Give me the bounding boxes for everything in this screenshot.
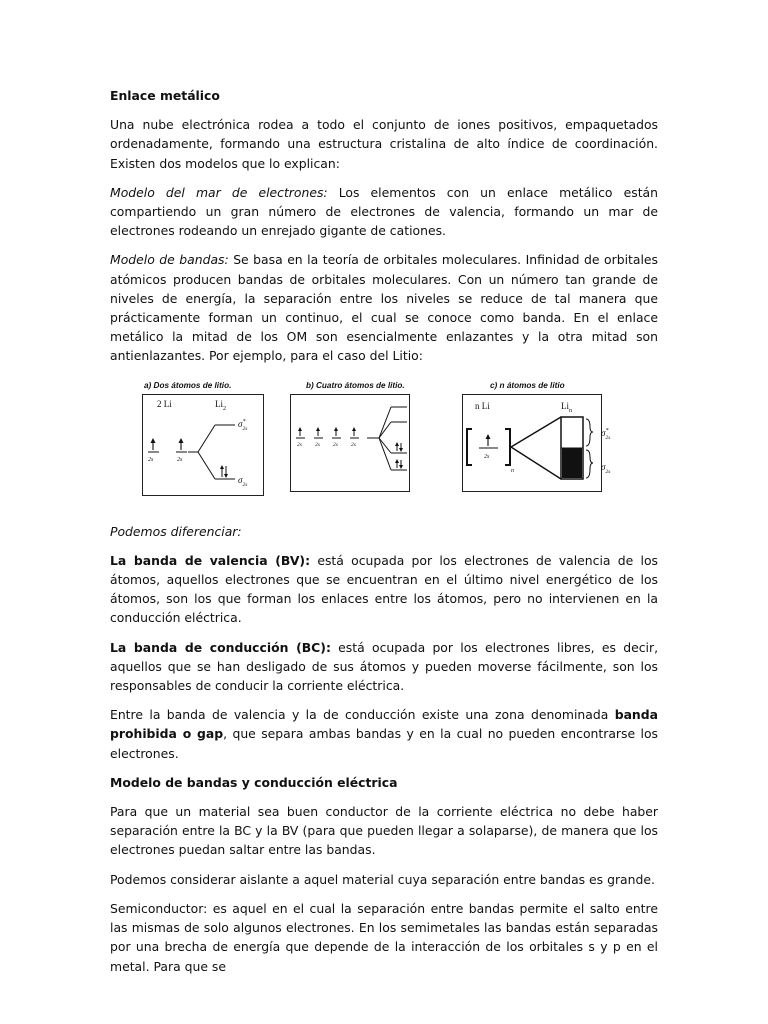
term-mar-electrones: Modelo del mar de electrones:	[110, 184, 328, 200]
fig-b-orbital-4: 2s	[351, 441, 356, 448]
fig-c-sigma-star: σ	[601, 427, 606, 438]
fig-c-label-right: Li	[561, 400, 569, 411]
text-banda-valencia: está ocupada por los electrones de valencia de los átomos, aquellos electrones que se encuentran en el último nivel energético de los átomos, son los que forman los enlaces entre los átomos, pero no intervienen en la conducción eléctrica.	[110, 552, 659, 626]
section-title-enlace-metalico: Enlace metálico	[110, 88, 220, 103]
caption-figure-a: a) Dos átomos de litio.	[144, 380, 232, 390]
fig-c-orbital: 2s	[484, 453, 490, 460]
fig-a-label-right-sub: 2	[223, 405, 226, 412]
fig-b-atomic-orbitals	[296, 427, 359, 438]
fig-c-sigma-star-sub: 2s	[605, 434, 611, 441]
fig-a-sigma-sub: 2s	[242, 481, 248, 488]
term-banda-conduccion: La banda de conducción (BC):	[110, 639, 331, 655]
svg-text:σ2s	[238, 475, 247, 488]
fig-a-sigma-star: σ	[238, 418, 243, 429]
fig-c-sigma: σ	[601, 461, 606, 472]
text-banda-prohibida-b: , que separa ambas bandas y en la cual no pueden encontrarse los electrones.	[110, 726, 658, 761]
figure-a-diagram	[142, 394, 264, 496]
text-banda-prohibida-a: Entre la banda de valencia y la de conducción existe una zona denominada	[110, 707, 615, 723]
paragraph-semiconductor: Semiconductor: es aquel en el cual la separación entre bandas permite el salto entre las mismas de solo algunos electrones. En los semimetales las bandas están separadas por una brecha de energía que depende de la interacción de los orbitales s y p en el metal. Para que se	[110, 900, 658, 974]
paragraph-banda-prohibida	[110, 705, 658, 763]
fig-b-orbital-2: 2s	[315, 441, 320, 448]
fig-c-label-left: n Li	[475, 400, 490, 411]
fig-a-sigma-star-sub: 2s	[242, 425, 248, 432]
svg-text:Lin	[561, 401, 572, 414]
figure-c-diagram	[462, 394, 602, 492]
term-banda-prohibida: banda prohibida o gap	[110, 707, 658, 742]
fig-b-orbital-1: 2s	[297, 441, 302, 448]
paragraph-intro: Una nube electrónica rodea a todo el conjunto de iones positivos, empaquetados ordenadamente, formando una estructura cristalina de alto índice de coordinación. Existen dos modelos que lo explican:	[110, 117, 658, 171]
fig-c-sigma-star-mark: *	[605, 427, 609, 434]
text-modelo-bandas: Se basa en la teoría de orbitales moleculares. Infinidad de orbitales atómicos producen bandas de orbitales moleculares. Con un número tan grande de niveles de energía, la separación entre los niveles se reduce de tal manera que prácticamente forman un continuo, el cual se conoce como banda. En el enlace metálico la mitad de los OM son esencialmente enlazantes y la otra mitad son antienlazantes. Por ejemplo, para el caso del Litio:	[110, 252, 658, 364]
fig-c-bracket-sub: n	[511, 467, 514, 474]
fig-a-label-right: Li	[215, 398, 223, 409]
fig-a-orbital-2: 2s	[177, 456, 183, 463]
svg-text:σ2s	[601, 462, 610, 475]
svg-text:Li2	[215, 399, 226, 412]
svg-text:σ*2s	[601, 428, 610, 441]
fig-c-sigma-sub: 2s	[605, 468, 611, 475]
fig-c-label-right-sub: n	[569, 407, 572, 414]
fig-a-label-left: 2 Li	[157, 398, 172, 409]
fig-b-orbital-3: 2s	[333, 441, 338, 448]
fig-a-sigma-star-mark: *	[242, 418, 246, 425]
svg-text:σ*2s	[238, 419, 247, 432]
document-page	[110, 86, 658, 986]
fig-c-sigma-labels	[600, 416, 630, 496]
term-banda-valencia: La banda de valencia (BV):	[110, 552, 311, 568]
paragraph-mar-electrones	[110, 183, 658, 241]
paragraph-aislante: Podemos considerar aislante a aquel material cuya separación entre bandas es grande.	[110, 871, 655, 887]
paragraph-conductor: Para que un material sea buen conductor de la corriente eléctrica no debe haber separación entre la BC y la BV (para que pueden llegar a solaparse), de manera que los electrones puedan saltar entre las bandas.	[110, 804, 658, 858]
text-banda-conduccion: está ocupada por los electrones libres, es decir, aquellos que se han desligado de sus átomos y pueden moverse fácilmente, son los responsables de conducir la corriente eléctrica.	[110, 639, 659, 694]
figure-lithium-orbitals	[110, 376, 658, 506]
fig-a-sigma: σ	[238, 474, 243, 485]
section-title-conduccion: Modelo de bandas y conducción eléctrica	[110, 774, 398, 790]
fig-a-orbital-1: 2s	[148, 456, 154, 463]
paragraph-modelo-bandas	[110, 250, 658, 365]
paragraph-podemos-diferenciar: Podemos diferenciar:	[110, 523, 242, 539]
caption-figure-b: b) Cuatro átomos de litio.	[306, 380, 405, 390]
paragraph-banda-valencia	[110, 551, 658, 628]
paragraph-banda-conduccion	[110, 638, 658, 696]
caption-figure-c: c) n átomos de litio	[490, 380, 565, 390]
term-modelo-bandas: Modelo de bandas:	[110, 252, 229, 268]
text-mar-electrones: Los elementos con un enlace metálico están compartiendo un gran número de electrones de valencia, formando un mar de electrones rodeando un enrejado gigante de cationes.	[110, 184, 658, 239]
figure-b-diagram	[290, 394, 410, 492]
